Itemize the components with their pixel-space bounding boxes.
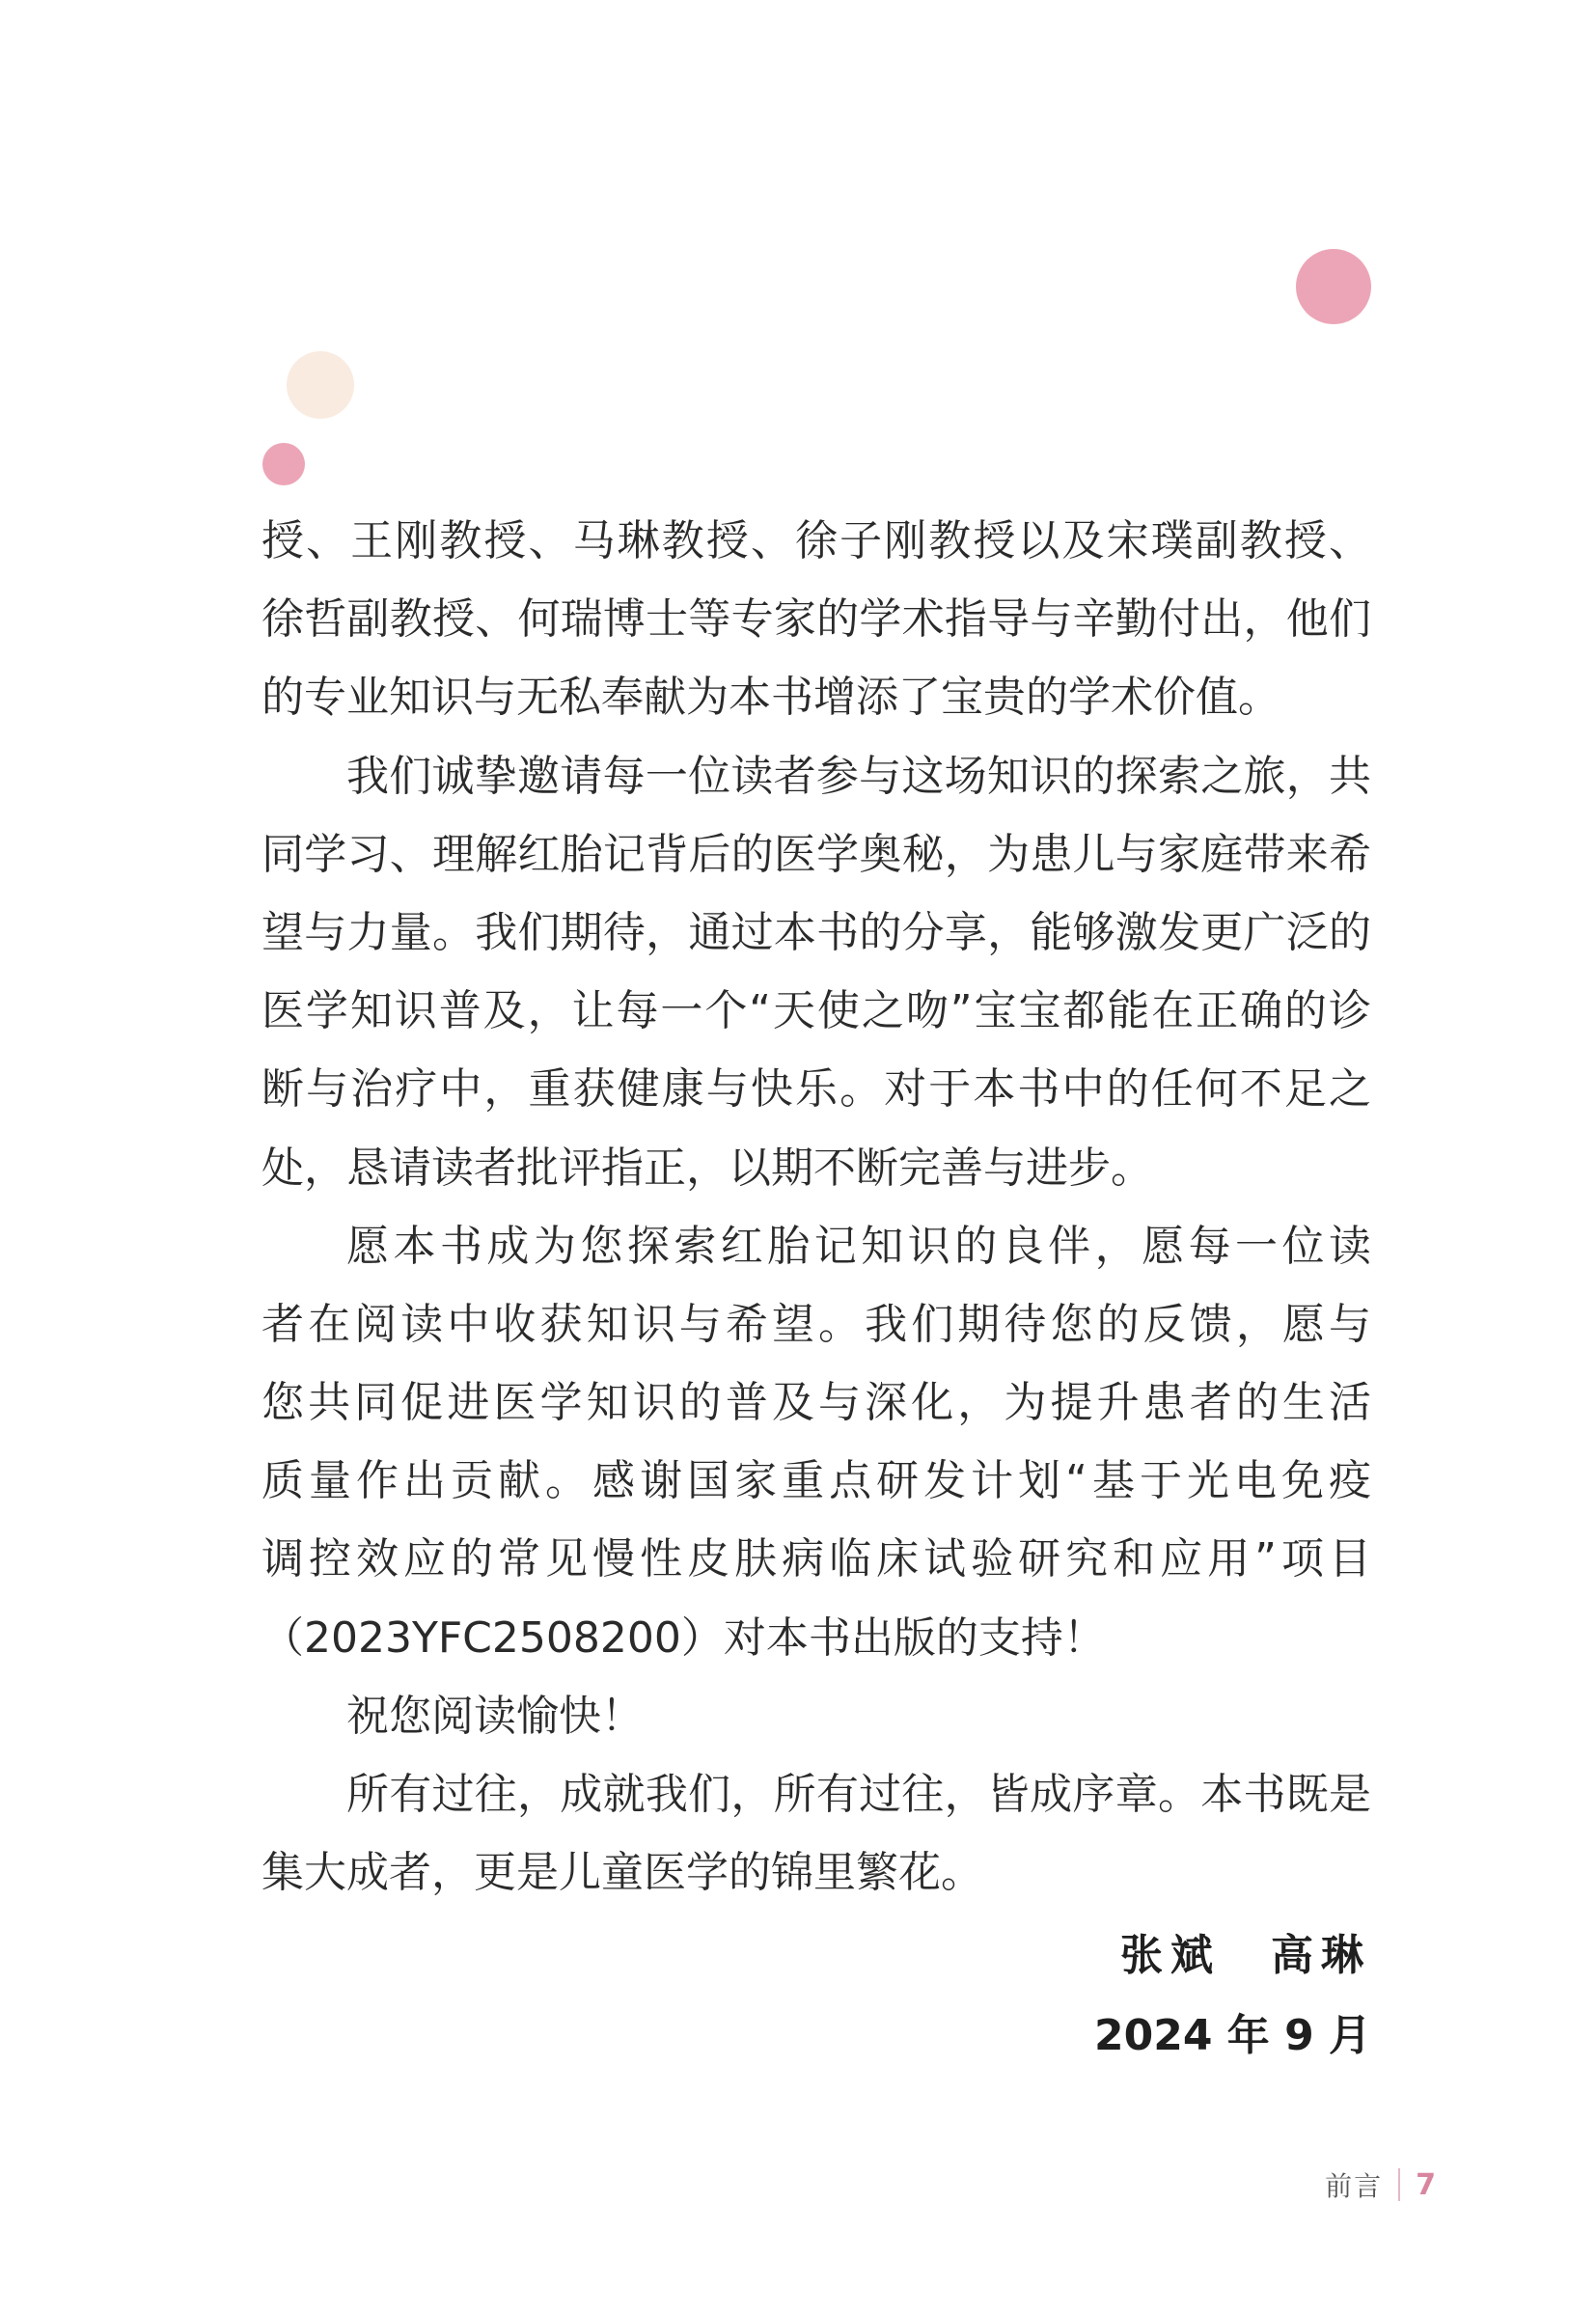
body-line: 同学习、理解红胎记背后的医学奥秘，为患儿与家庭带来希 xyxy=(261,829,1371,879)
body-line: 调控效应的常见慢性皮肤病临床试验研究和应用”项目 xyxy=(261,1534,1371,1584)
body-line: 断与治疗中，重获健康与快乐。对于本书中的任何不足之 xyxy=(261,1064,1371,1115)
body-line: 望与力量。我们期待，通过本书的分享，能够激发更广泛的 xyxy=(261,907,1371,957)
body-line: （2023YFC2508200）对本书出版的支持！ xyxy=(261,1612,1106,1663)
body-line: 集大成者，更是儿童医学的锦里繁花。 xyxy=(261,1848,983,1898)
body-line: 医学知识普及，让每一个“天使之吻”宝宝都能在正确的诊 xyxy=(261,986,1371,1036)
preface-body xyxy=(261,502,1371,1912)
footer-divider xyxy=(1398,2168,1400,2201)
body-line: 授、王刚教授、马琳教授、徐子刚教授以及宋璞副教授、 xyxy=(261,516,1371,565)
body-line: 愿本书成为您探索红胎记知识的良伴，愿每一位读 xyxy=(346,1221,1371,1271)
decorative-cream-circle xyxy=(287,351,354,419)
body-line: 我们诚挚邀请每一位读者参与这场知识的探索之旅，共 xyxy=(346,751,1371,801)
footer-section-label: 前言 xyxy=(1325,2170,1384,2202)
page-footer xyxy=(1325,2165,1436,2204)
body-line: 您共同促进医学知识的普及与深化，为提升患者的生活 xyxy=(261,1378,1371,1428)
body-line: 质量作出贡献。感谢国家重点研发计划“基于光电免疫 xyxy=(261,1456,1371,1506)
decorative-pink-circle-large xyxy=(1296,249,1371,324)
body-line: 祝您阅读愉快！ xyxy=(346,1691,644,1741)
body-line: 的专业知识与无私奉献为本书增添了宝贵的学术价值。 xyxy=(261,673,1280,723)
decorative-pink-circle-small xyxy=(262,443,305,485)
page-number: 7 xyxy=(1416,2167,1436,2202)
signature-date: 2024 年 9 月 xyxy=(1093,2011,1371,2060)
body-line: 处，恳请读者批评指正，以期不断完善与进步。 xyxy=(261,1143,1153,1193)
body-line: 所有过往，成就我们，所有过往，皆成序章。本书既是 xyxy=(346,1770,1371,1819)
body-line: 者在阅读中收获知识与希望。我们期待您的反馈，愿与 xyxy=(261,1299,1371,1349)
body-line: 徐哲副教授、何瑞博士等专家的学术指导与辛勤付出，他们 xyxy=(261,594,1371,645)
signature-authors: 张斌 高琳 xyxy=(1120,1931,1371,1980)
